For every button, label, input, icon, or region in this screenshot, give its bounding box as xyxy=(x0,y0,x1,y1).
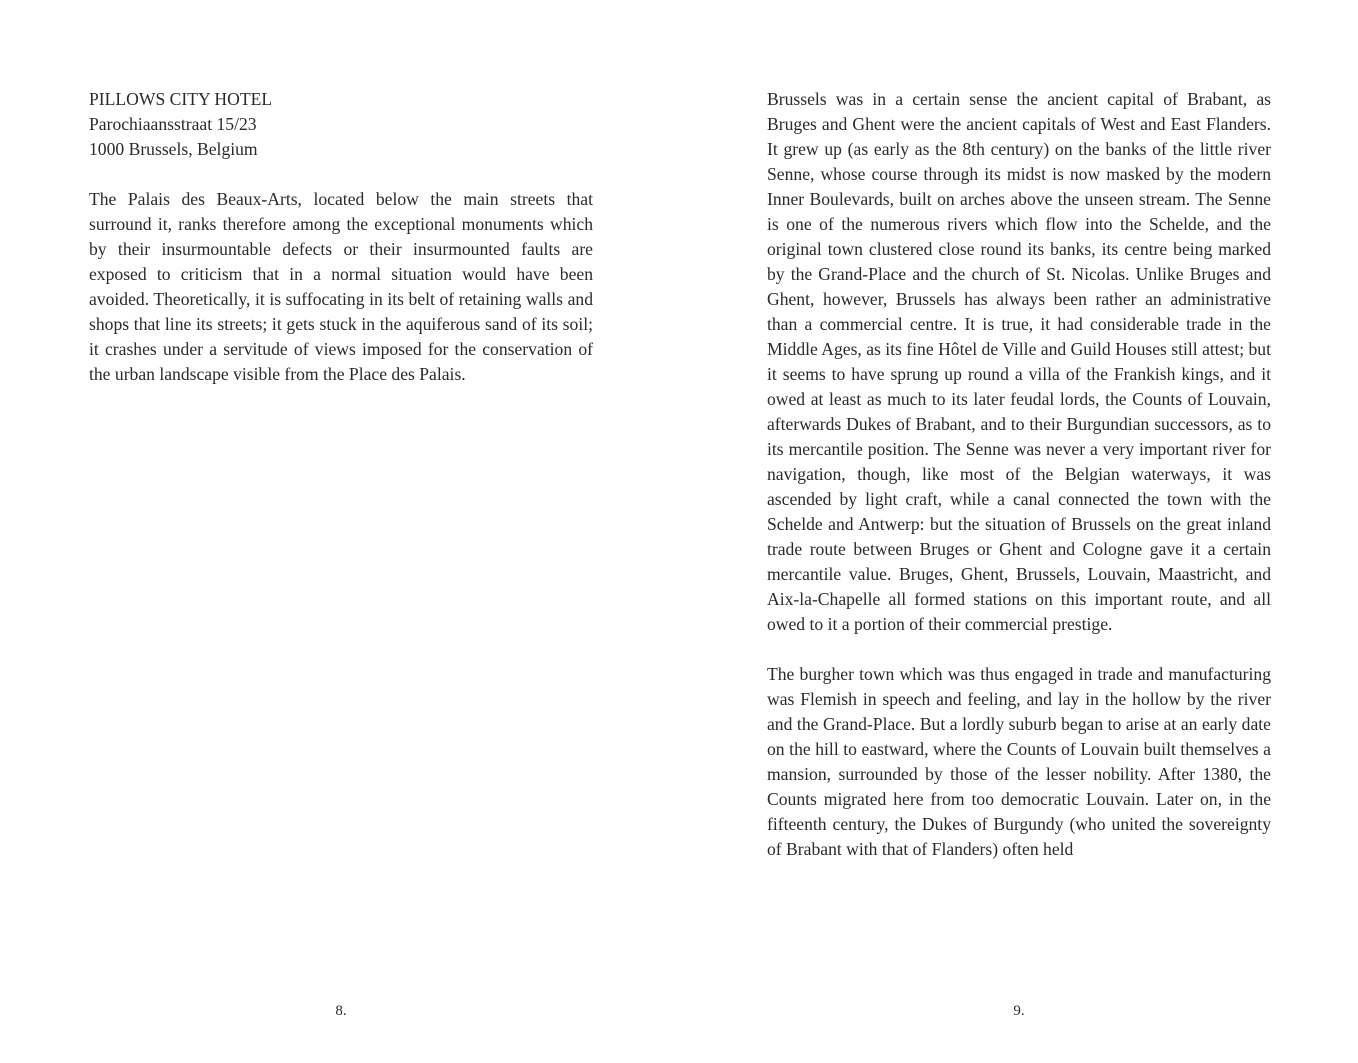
hotel-city: 1000 Brussels, Belgium xyxy=(89,139,258,159)
hotel-name: PILLOWS CITY HOTEL xyxy=(89,89,273,109)
paragraph-spacer xyxy=(767,637,1271,662)
right-page-paragraph-2: The burgher town which was thus engaged in trade and manufacturing was Flemish in speech and feeling, and lay in the hollow by the river and the Grand-Place. But a lordly suburb began to arise at an early date on the hill to eastward, where the Counts of Louvain built themselves a mansion, surrounded by those of the lesser nobility. After 1380, the Counts migrated here from too democratic Louvain. Later on, in the fifteenth century, the Dukes of Burgundy (who united the sovereignty of Brabant with that of Flanders) often held xyxy=(767,664,1271,859)
hotel-address-block xyxy=(89,87,593,162)
left-page-number: 8. xyxy=(335,1003,347,1019)
paragraph-spacer xyxy=(89,162,593,187)
left-page xyxy=(89,87,593,387)
right-page xyxy=(767,87,1271,862)
right-page-number: 9. xyxy=(1013,1003,1025,1019)
hotel-street: Parochiaansstraat 15/23 xyxy=(89,114,257,134)
left-page-paragraph: The Palais des Beaux-Arts, located below the main streets that surround it, ranks therefore among the exceptional monuments which by their insurmountable defects or their insurmounted faults are exposed to criticism that in a normal situation would have been avoided. Theoretically, it is suffocating in its belt of retaining walls and shops that line its streets; it gets stuck in the aquiferous sand of its soil; it crashes under a servitude of views imposed for the conservation of the urban landscape visible from the Place des Palais. xyxy=(89,189,593,384)
right-page-paragraph-1: Brussels was in a certain sense the ancient capital of Brabant, as Bruges and Ghent were the ancient capitals of West and East Flanders. It grew up (as early as the 8th century) on the banks of the little river Senne, whose course through its midst is now masked by the modern Inner Boulevards, built on arches above the unseen stream. The Senne is one of the numerous rivers which flow into the Schelde, and the original town clustered close round its banks, its centre being marked by the Grand-Place and the church of St. Nicolas. Unlike Bruges and Ghent, however, Brussels has always been rather an administrative than a commercial centre. It is true, it had considerable trade in the Middle Ages, as its fine Hôtel de Ville and Guild Houses still attest; but it seems to have sprung up round a villa of the Frankish kings, and it owed at least as much to its later feudal lords, the Counts of Louvain, afterwards Dukes of Brabant, and to their Burgundian successors, as to its mercantile position. The Senne was never a very important river for navigation, though, like most of the Belgian waterways, it was ascended by light craft, while a canal connected the town with the Schelde and Antwerp: but the situation of Brussels on the great inland trade route between Bruges or Ghent and Cologne gave it a certain mercantile value. Bruges, Ghent, Brussels, Louvain, Maastricht, and Aix-la-Chapelle all formed stations on this important route, and all owed to it a portion of their commercial prestige. xyxy=(767,89,1271,634)
